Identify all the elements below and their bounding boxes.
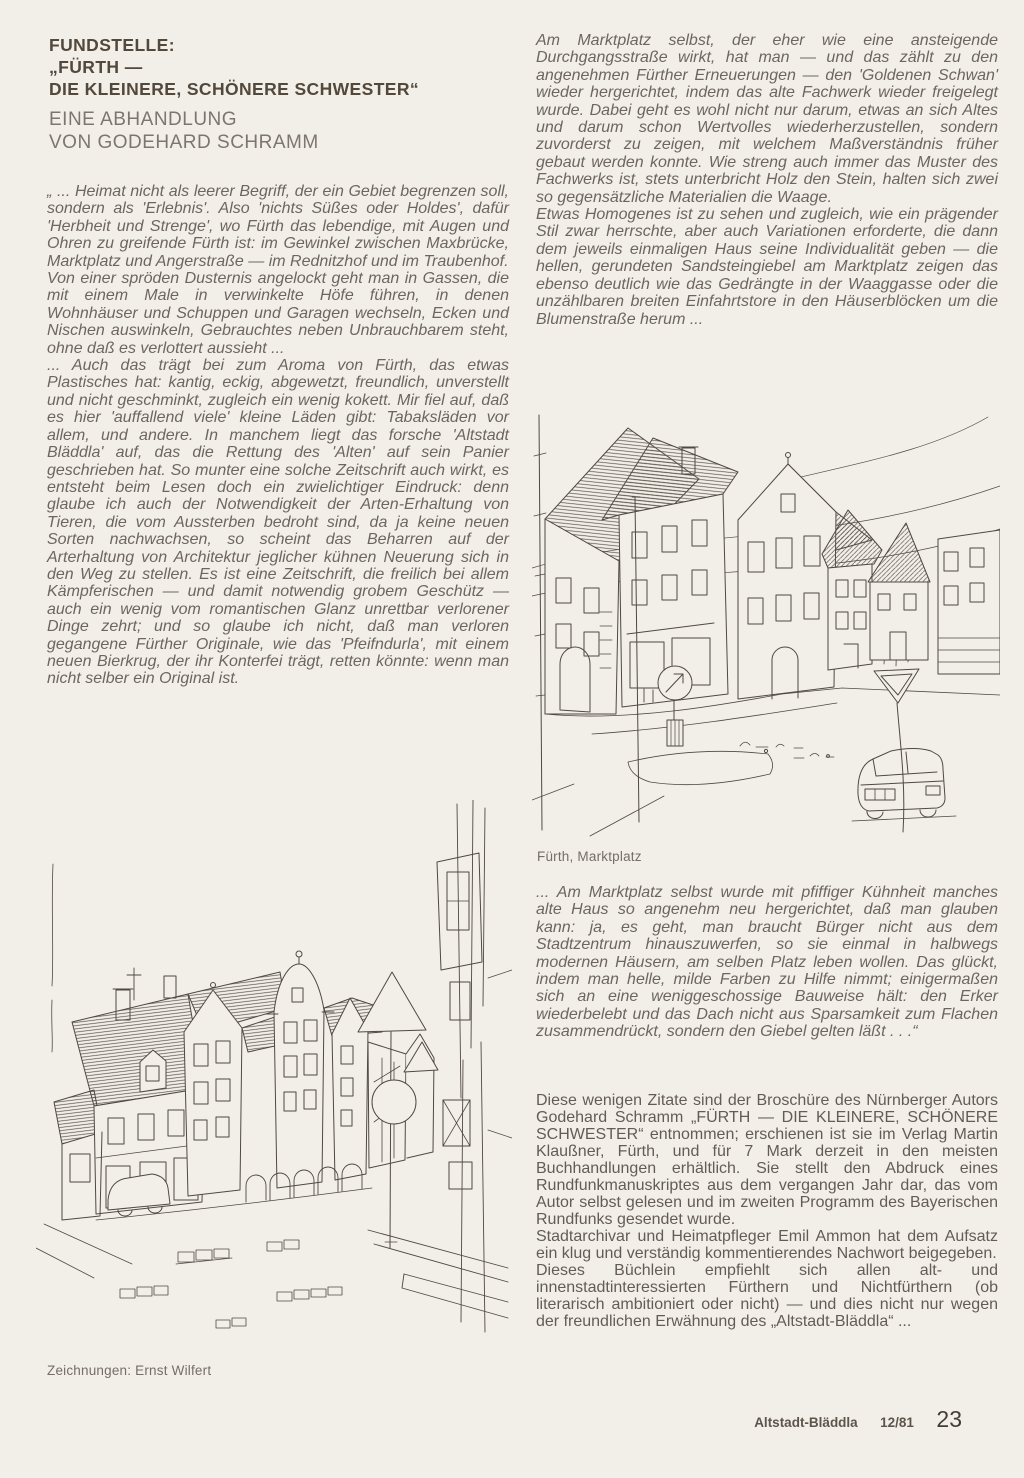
article-title bbox=[49, 34, 419, 100]
gabled-houses-sketch-drawing bbox=[36, 800, 512, 1358]
marktplatz-street-sketch-drawing bbox=[532, 402, 1000, 842]
gabled-houses-sketch bbox=[36, 800, 512, 1358]
body-paragraph: Am Marktplatz selbst, der eher wie eine ansteigende Durchgangsstraße wirkt, hat man — und das zählt zu den angenehmen Fürther Erneuerungen — den 'Goldenen Schwan' wieder hergerichtet, indem das alte Fachwerk wieder freigelegt wurde. Dabei geht es wohl nicht nur darum, etwas an sich Altes und darum schon Wertvolles wiederherzustellen, sondern zuvorderst zu zeigen, mit welchem Maßverständnis früher gebaut werden konnte. Wie streng auch immer das Muster des Fachwerks ist, stets unterbricht Holz den Stein, halten sich zwei so gegensätzliche Materialien die Waage. bbox=[536, 32, 998, 206]
article-byline bbox=[49, 108, 419, 154]
left-column-body bbox=[47, 183, 509, 688]
body-paragraph: ... Auch das trägt bei zum Aroma von Fürth, das etwas Plastisches hat: kantig, eckig, abgewetzt, freundlich, unverstellt und nicht geschminkt, zugleich ein wenig kokett. Mir fiel auf, daß es hier 'auffallend viele' kleine Läden gibt: Tabaksläden vor allem, und andere. In manchem liegt das forsche 'Altstadt Bläddla' auf, das die Rettung des 'Alten' auf sein Panier geschrieben hat. So munter eine solche Zeitschrift auch wirkt, es entsteht beim Lesen doch ein zwielichtiger Eindruck: denn glaube ich auch der Notwendigkeit der Arten-Erhaltung von Tieren, die vom Aussterben bedroht sind, da ja keine neuen Sorten nachwachsen, so scheint das Beharren auf der Arterhaltung von Architektur jeglicher kühnen Neuerung sich in den Weg zu stellen. Es ist eine Zeitschrift, die freilich bei allem Kämpferischen — und damit notwendig grobem Geschütz — auch ein wenig vom romantischen Glanz unrettbar verlorener Dinge zehrt; und so glaube ich nicht, daß man verloren gegangene Fürther Originale, wie das 'Pfeifndurla', mit einem neuen Bierkrug, der ihr Konterfei trägt, retten könnte: wenn man nicht selber ein Original ist. bbox=[47, 357, 509, 688]
headline-title-line1: „FÜRTH — bbox=[49, 57, 143, 77]
drawings-credit-caption: Zeichnungen: Ernst Wilfert bbox=[47, 1363, 212, 1378]
sketch-caption: Fürth, Marktplatz bbox=[537, 849, 642, 864]
right-column-quote bbox=[536, 884, 998, 1041]
article-header bbox=[49, 34, 419, 154]
body-paragraph: Stadtarchivar und Heimatpfleger Emil Ammon hat dem Aufsatz ein klug und verständig kommentierendes Nachwort beigegeben. bbox=[536, 1228, 998, 1262]
body-paragraph: „ ... Heimat nicht als leerer Begriff, der ein Gebiet begrenzen soll, sondern als 'Erlebnis'. Also 'nichts Süßes oder Holdes', dafür 'Herbheit und Strenge', wo Fürth das lebendige, mit Augen und Ohren zu greifende Fürth ist: im Gewinkel zwischen Maxbrücke, Marktplatz und Angerstraße — im Rednitzhof und im Traubenhof. bbox=[47, 183, 509, 270]
body-paragraph: Dieses Büchlein empfiehlt sich allen alt- und innenstadtinteressierten Fürthern und Nichtfürthern (ob literarisch ambitioniert oder nicht) — und dies nicht nur wegen der freundlichen Erwähnung des „Altstadt-Bläddla“ ... bbox=[536, 1262, 998, 1330]
footer-issue: 12/81 bbox=[880, 1415, 914, 1430]
headline-kicker: FUNDSTELLE: bbox=[49, 35, 175, 55]
body-paragraph: Von einer spröden Dusternis angelockt geht man in Gassen, die mit einem Male in verwinkelte Höfe führen, in denen Wohnhäuser und Schuppen und Garagen wechseln, Ecken und Nischen auswinkeln, Gebrauchtes neben Unbrauchbarem steht, ohne daß es verlottert aussieht ... bbox=[47, 270, 509, 357]
marktplatz-street-sketch bbox=[532, 402, 1000, 842]
byline-line1: EINE ABHANDLUNG bbox=[49, 109, 238, 130]
right-column-body-top bbox=[536, 32, 998, 328]
body-paragraph: Diese wenigen Zitate sind der Broschüre des Nürnberger Autors Godehard Schramm „FÜRTH — DIE KLEINERE, SCHÖNERE SCHWESTER“ entnommen; erschienen ist sie im Verlag Martin Klaußner, Fürth, und für 7 Mark derzeit in den meisten Buchhandlungen erhältlich. Sie stellt den Abdruck eines Rundfunkmanuskriptes aus dem vergangen Jahr dar, das vom Autor selbst gelesen und im zweiten Programm des Bayerischen Rundfunks gesendet wurde. bbox=[536, 1092, 998, 1228]
footer-magazine-name: Altstadt-Bläddla bbox=[754, 1415, 858, 1430]
body-paragraph: Etwas Homogenes ist zu sehen und zugleich, wie ein prägender Stil zwar herrschte, aber auch Variationen erforderte, die dann dem jeweils einmaligen Haus seine Individualität geben — die hellen, gerundeten Sandsteingiebel am Marktplatz zeigen das ebenso deutlich wie das Gedrängte in der Waaggasse oder die unzählbaren breiten Einfahrtstore in den Häuserblöcken um die Blumenstraße herum ... bbox=[536, 206, 998, 328]
headline-title-line2: DIE KLEINERE, SCHÖNERE SCHWESTER“ bbox=[49, 79, 420, 99]
page-footer bbox=[536, 1406, 962, 1433]
byline-line2: VON GODEHARD SCHRAMM bbox=[49, 132, 319, 153]
right-column-body-bottom bbox=[536, 1092, 998, 1330]
body-paragraph: ... Am Marktplatz selbst wurde mit pfiffiger Kühnheit manches alte Haus so angenehm neu hergerichtet, daß man glauben kann: ja, es geht, man braucht Bürger nicht aus dem Stadtzentrum hinauszuwerfen, so sie einmal in halbwegs modernen Häusern, am selben Platz leben wollen. Das glückt, indem man helle, milde Farben zu Hilfe nimmt; einigermaßen sich an eine weniggeschossige Bauweise hält: den Erker wiederbelebt und das Dach nicht aus Sparsamkeit zum Flachen zusammendrückt, sondern den Giebel gelten läßt . . .“ bbox=[536, 884, 998, 1041]
footer-page-number: 23 bbox=[936, 1406, 962, 1432]
